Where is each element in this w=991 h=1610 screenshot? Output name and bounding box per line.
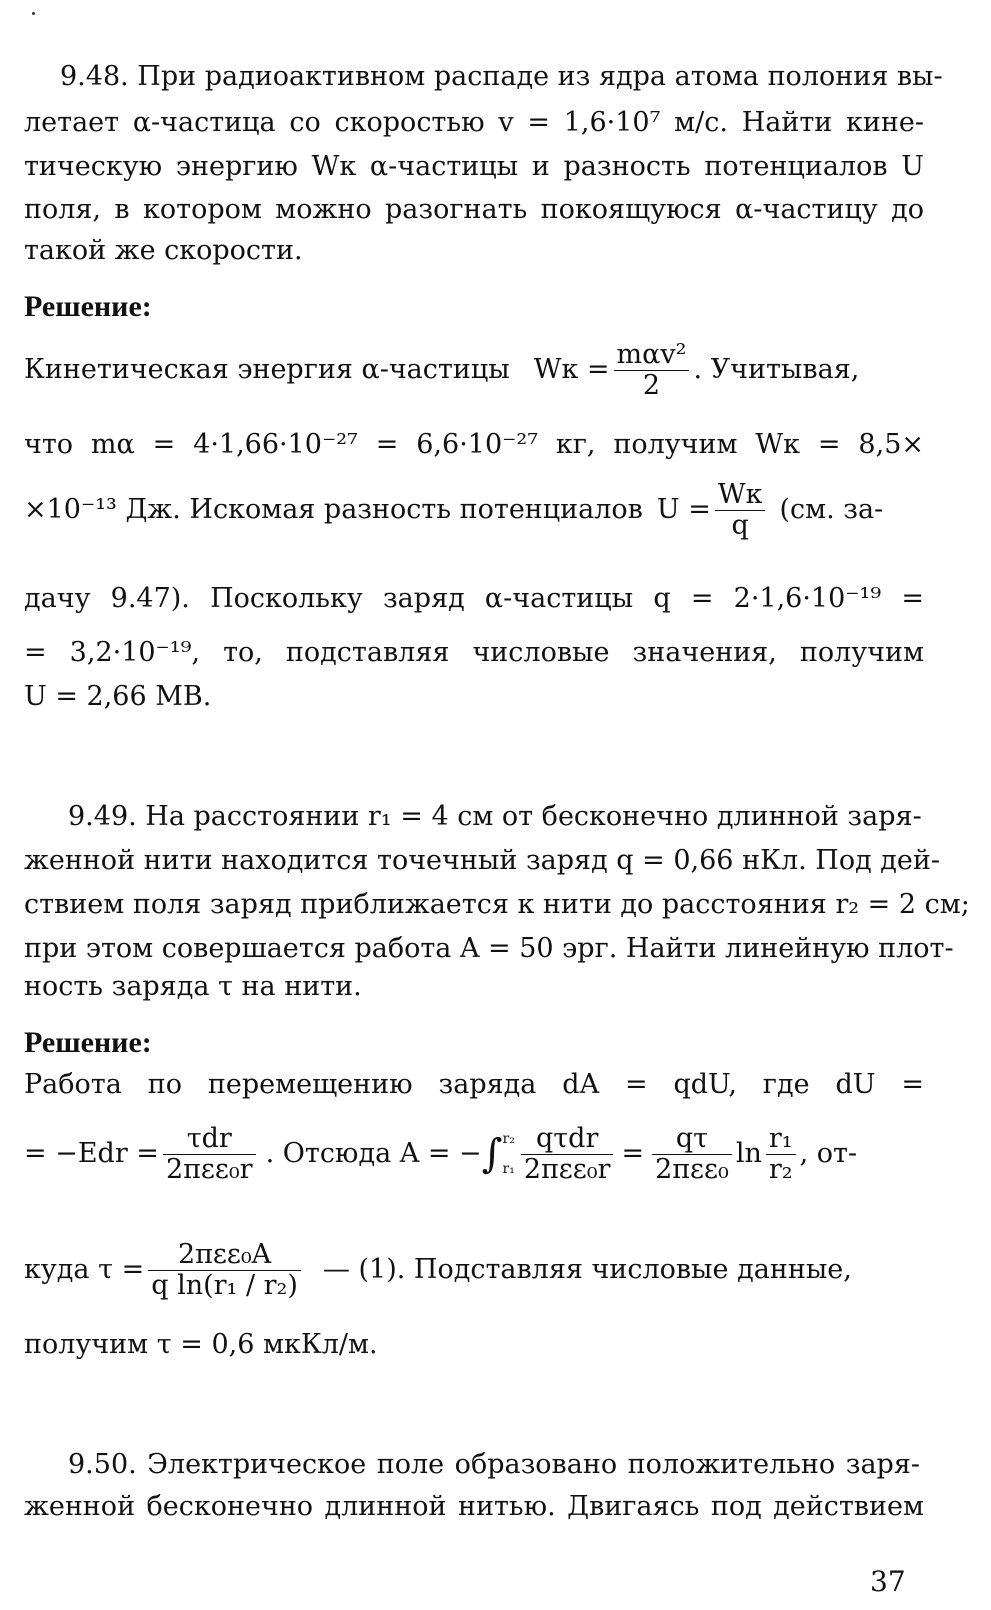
page-number: 37: [870, 1565, 906, 1598]
wk-numerator: mαv²: [614, 340, 690, 371]
sol948-l3-text: ×10⁻¹³ Дж. Искомая разность потенциалов: [24, 494, 643, 526]
sol948-line-2: что mα = 4·1,66·10⁻²⁷ = 6,6·10⁻²⁷ кг, получим Wк = 8,5×: [24, 429, 924, 460]
sol948-l1-lhs: Wк =: [533, 354, 610, 386]
edr-denominator: 2πεε₀r: [165, 1153, 253, 1185]
sol948-line-5: = 3,2·10⁻¹⁹, то, подставляя числовые значения, получим: [24, 637, 924, 668]
integral-limits: [503, 1124, 515, 1184]
sol948-line-3: [24, 480, 924, 540]
speck: [32, 12, 35, 15]
sol949-l2-eq: =: [621, 1138, 645, 1170]
sol948-line-1: [24, 340, 924, 400]
integrand-fraction: [521, 1124, 614, 1184]
p948-line-5: такой же скорости.: [24, 235, 303, 266]
p950-line-2: женной бесконечно длинной нитью. Двигаясь под действием: [24, 1491, 924, 1522]
integral-sign: ∫: [481, 1131, 503, 1178]
sol949-line-1: Работа по перемещению заряда dA = qdU, где dU =: [24, 1069, 924, 1100]
u-fraction: [715, 480, 766, 540]
u-numerator: Wк: [715, 480, 766, 511]
sol949-l3-lhs: куда τ =: [24, 1254, 145, 1286]
p949-line-4: при этом совершается работа A = 50 эрг. Найти линейную плот-: [24, 933, 954, 964]
ratio-fraction: [766, 1124, 796, 1184]
p948-line-1: 9.48. При радиоактивном распаде из ядра атома полония вы-: [60, 61, 943, 92]
integral-lower-limit: r₁: [502, 1161, 515, 1178]
coef-numerator: qτ: [652, 1124, 732, 1155]
p948-line-4: поля, в котором можно разогнать покоящуюся α-частицу до: [24, 194, 924, 225]
tau-denominator: q ln(r₁ / r₂): [151, 1269, 298, 1301]
wk-fraction: [614, 340, 690, 400]
solution-heading-948: Решение:: [24, 290, 152, 323]
sol949-line-3: [24, 1240, 924, 1300]
p949-line-1: 9.49. На расстоянии r₁ = 4 см от бесконечно длинной заря-: [68, 801, 922, 832]
sol948-l3-lhs: U =: [656, 494, 711, 526]
p949-line-3: ствием поля заряд приближается к нити до расстояния r₂ = 2 см;: [24, 889, 970, 920]
tau-fraction: [148, 1240, 301, 1300]
integral-upper-limit: r₂: [502, 1131, 515, 1148]
sol949-line-4: получим τ = 0,6 мкКл/м.: [24, 1329, 378, 1360]
sol948-line-4: дачу 9.47). Поскольку заряд α-частицы q = 2·1,6·10⁻¹⁹ =: [24, 583, 924, 614]
integrand-numerator: qτdr: [521, 1124, 614, 1155]
p948-line-3: тическую энергию Wк α-частицы и разность потенциалов U: [24, 151, 924, 182]
p949-line-2: женной нити находится точечный заряд q = 0,66 нКл. Под дей-: [24, 845, 941, 876]
solution-heading-949: Решение:: [24, 1026, 152, 1059]
edr-fraction: [163, 1124, 256, 1184]
u-denominator: q: [731, 509, 749, 541]
sol948-l3-tail: (см. за-: [779, 494, 884, 526]
coef-denominator: 2πεε₀: [655, 1153, 729, 1185]
ratio-numerator: r₁: [766, 1124, 796, 1155]
coef-fraction: [652, 1124, 732, 1184]
ln-label: ln: [735, 1138, 762, 1170]
sol949-l2-mid: . Отсюда A = −: [265, 1138, 482, 1170]
sol948-l1-text: Кинетическая энергия α-частицы: [24, 354, 510, 386]
sol949-l2-lhs: = −Edr =: [24, 1138, 159, 1170]
sol949-l3-tail: — (1). Подставляя числовые данные,: [322, 1254, 852, 1286]
sol949-l2-tail: , от-: [799, 1138, 858, 1170]
ratio-denominator: r₂: [768, 1153, 793, 1185]
p949-line-5: ность заряда τ на нити.: [24, 971, 362, 1002]
sol948-l1-tail: . Учитывая,: [693, 354, 860, 386]
tau-numerator: 2πεε₀A: [148, 1240, 301, 1271]
p950-line-1: 9.50. Электрическое поле образовано положительно заря-: [68, 1449, 920, 1480]
edr-numerator: τdr: [163, 1124, 256, 1155]
wk-denominator: 2: [642, 369, 661, 401]
sol948-line-6: U = 2,66 MB.: [24, 681, 212, 712]
integrand-denominator: 2πεε₀r: [523, 1153, 611, 1185]
sol949-line-2: [24, 1124, 924, 1184]
p948-line-2: летает α-частица со скоростью v = 1,6·10⁷ м/с. Найти кине-: [24, 107, 924, 138]
